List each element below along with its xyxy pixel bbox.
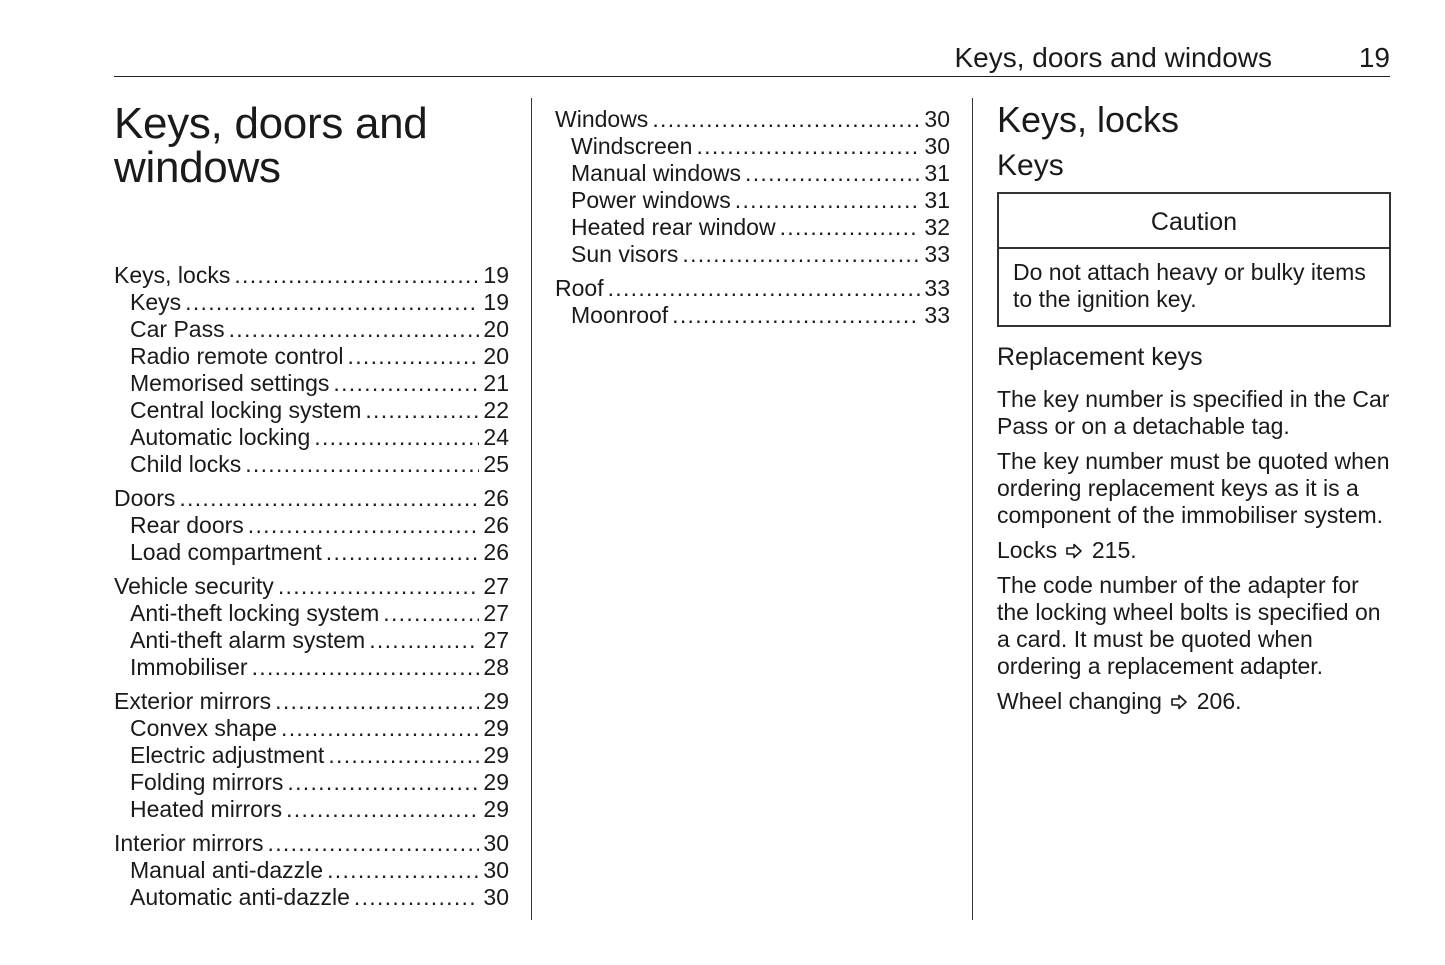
toc-subentry[interactable]: Manual anti-dazzle ..... 30 — [114, 857, 509, 884]
leader-dots — [354, 884, 480, 911]
leader-dots — [652, 106, 920, 133]
paragraph: The code number of the adapter for the locking wheel bolts is specified on a card. It must be quoted when ordering a replacement adapter. — [997, 572, 1381, 679]
cross-reference-locks[interactable]: Locks 215. — [997, 537, 1137, 563]
toc-subentry[interactable]: Folding mirrors ..... 29 — [114, 769, 509, 796]
toc-subentry[interactable]: Central locking system ..... 22 — [114, 397, 509, 424]
replacement-keys-heading: Replacement keys — [997, 343, 1203, 371]
toc-subentry[interactable]: Anti-theft locking system ..... 27 — [114, 600, 509, 627]
leader-dots — [608, 275, 921, 302]
toc-subentry[interactable]: Child locks ..... 25 — [114, 451, 509, 478]
table-of-contents — [114, 262, 509, 911]
page-number: 19 — [1358, 42, 1390, 73]
leader-dots — [365, 397, 479, 424]
toc-group — [114, 688, 509, 823]
leader-dots — [278, 573, 480, 600]
leader-dots — [185, 289, 479, 316]
table-of-contents-continued — [555, 106, 950, 329]
leader-dots — [745, 160, 920, 187]
leader-dots — [326, 539, 480, 566]
toc-entry[interactable]: Doors ..... 26 — [114, 485, 509, 512]
leader-dots — [696, 133, 920, 160]
toc-subentry[interactable]: Power windows ..... 31 — [555, 187, 950, 214]
leader-dots — [383, 600, 479, 627]
toc-subentry[interactable]: Convex shape ..... 29 — [114, 715, 509, 742]
leader-dots — [286, 796, 479, 823]
chapter-title: Keys, doors and windows — [114, 99, 428, 192]
leader-dots — [287, 769, 479, 796]
leader-dots — [369, 627, 479, 654]
leader-dots — [229, 316, 480, 343]
toc-subentry[interactable]: Heated mirrors ..... 29 — [114, 796, 509, 823]
toc-subentry[interactable]: Anti-theft alarm system ..... 27 — [114, 627, 509, 654]
column-content — [997, 100, 1391, 723]
leader-dots — [281, 715, 479, 742]
leader-dots — [252, 654, 480, 681]
toc-subentry[interactable]: Load compartment ..... 26 — [114, 539, 509, 566]
toc-group — [114, 830, 509, 911]
toc-subentry[interactable]: Radio remote control ..... 20 — [114, 343, 509, 370]
toc-subentry[interactable]: Automatic anti-dazzle ..... 30 — [114, 884, 509, 911]
toc-group — [555, 275, 950, 329]
leader-dots — [333, 370, 479, 397]
paragraph: The key number must be quoted when ordering replacement keys as it is a component of the immobiliser system. — [997, 448, 1390, 528]
toc-subentry[interactable]: Moonroof ..... 33 — [555, 302, 950, 329]
column-divider — [531, 98, 532, 920]
leader-dots — [275, 688, 479, 715]
arrow-right-outline-icon — [1065, 543, 1083, 559]
arrow-right-outline-icon — [1170, 694, 1188, 710]
column-divider — [972, 98, 973, 920]
caution-text: Do not attach heavy or bulky items to the ignition key. — [1013, 259, 1366, 312]
toc-entry[interactable]: Windows ..... 30 — [555, 106, 950, 133]
toc-group — [114, 573, 509, 681]
toc-entry[interactable]: Roof ..... 33 — [555, 275, 950, 302]
leader-dots — [268, 830, 480, 857]
toc-subentry[interactable]: Car Pass ..... 20 — [114, 316, 509, 343]
leader-dots — [234, 262, 479, 289]
toc-group — [114, 262, 509, 478]
running-head — [114, 40, 1390, 77]
toc-subentry[interactable]: Sun visors ..... 33 — [555, 241, 950, 268]
toc-subentry[interactable]: Memorised settings ..... 21 — [114, 370, 509, 397]
running-head-title: Keys, doors and windows — [954, 42, 1272, 73]
toc-subentry[interactable]: Windscreen ..... 30 — [555, 133, 950, 160]
caution-heading: Caution — [999, 194, 1389, 249]
leader-dots — [179, 485, 479, 512]
toc-subentry[interactable]: Keys ..... 19 — [114, 289, 509, 316]
toc-entry[interactable]: Interior mirrors ..... 30 — [114, 830, 509, 857]
toc-entry[interactable]: Keys, locks ..... 19 — [114, 262, 509, 289]
leader-dots — [245, 451, 479, 478]
leader-dots — [348, 343, 480, 370]
section-title: Keys, locks — [997, 99, 1180, 140]
subsection-title: Keys — [997, 149, 1064, 182]
toc-subentry[interactable]: Immobiliser ..... 28 — [114, 654, 509, 681]
leader-dots — [682, 241, 920, 268]
toc-entry[interactable]: Exterior mirrors ..... 29 — [114, 688, 509, 715]
toc-subentry[interactable]: Heated rear window ..... 32 — [555, 214, 950, 241]
toc-entry[interactable]: Vehicle security ..... 27 — [114, 573, 509, 600]
toc-subentry[interactable]: Manual windows ..... 31 — [555, 160, 950, 187]
paragraph: The key number is specified in the Car Pass or on a detachable tag. — [997, 386, 1390, 439]
toc-subentry[interactable]: Rear doors ..... 26 — [114, 512, 509, 539]
leader-dots — [314, 424, 479, 451]
cross-reference-wheel-changing[interactable]: Wheel changing 206. — [997, 688, 1242, 714]
leader-dots — [328, 742, 479, 769]
leader-dots — [672, 302, 920, 329]
leader-dots — [735, 187, 921, 214]
toc-subentry[interactable]: Automatic locking ..... 24 — [114, 424, 509, 451]
column-toc-left — [114, 100, 509, 918]
leader-dots — [780, 214, 921, 241]
toc-group — [555, 106, 950, 268]
toc-group — [114, 485, 509, 566]
column-toc-middle — [555, 100, 950, 336]
leader-dots — [248, 512, 480, 539]
toc-subentry[interactable]: Electric adjustment ..... 29 — [114, 742, 509, 769]
leader-dots — [327, 857, 479, 884]
caution-box — [997, 192, 1391, 327]
